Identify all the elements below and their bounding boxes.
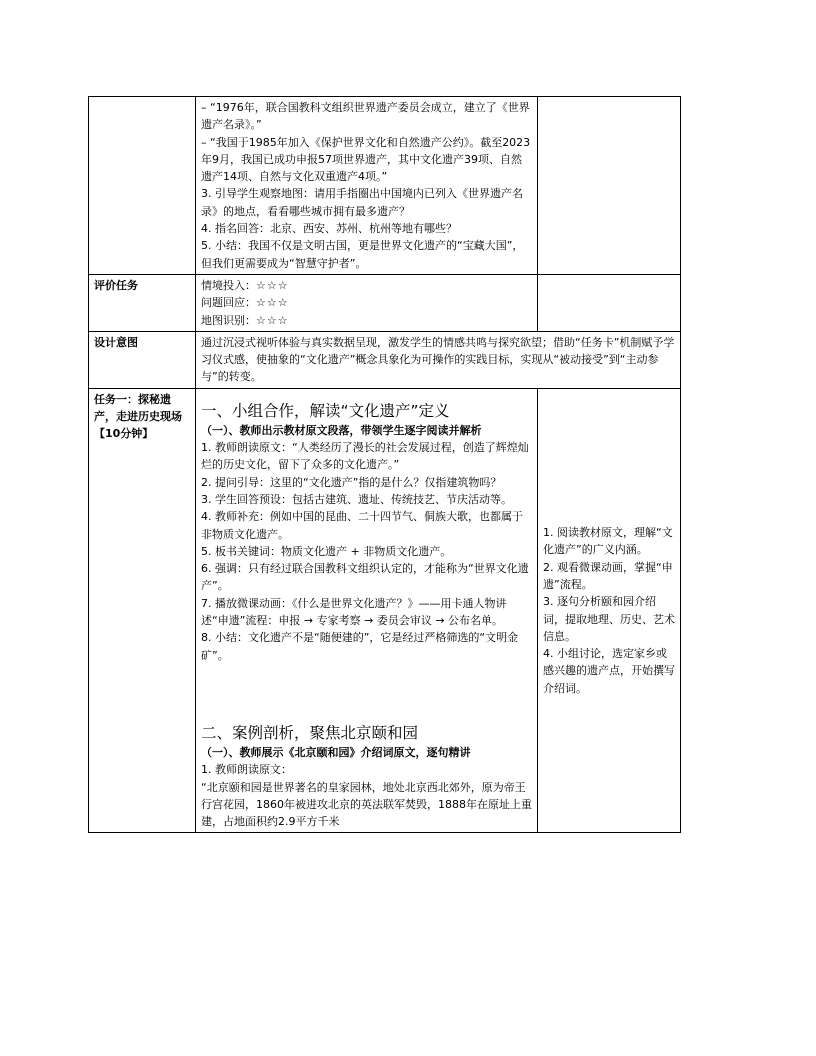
star-rating: ☆☆☆ xyxy=(256,278,289,292)
activity-line: 3. 逐句分析颐和园介绍词，提取地理、历史、艺术信息。 xyxy=(543,595,675,643)
section1-line: 5. 板书关键词：物质文化遗产 + 非物质文化遗产。 xyxy=(201,544,452,558)
section1-title: 一、小组合作，解读“文化遗产”定义 xyxy=(201,401,450,420)
task1-content-cell xyxy=(196,388,538,833)
process-line: 4. 指名回答：北京、西安、苏州、杭州等地有哪些？ xyxy=(201,222,457,236)
section1-line: 1. 教师朗读原文：“人类经历了漫长的社会发展过程，创造了辉煌灿烂的历史文化，留下了众多的文化遗产。” xyxy=(201,441,529,472)
section2-title: 二、案例剖析，聚焦北京颐和园 xyxy=(201,723,419,742)
evaluation-content-cell xyxy=(196,274,538,331)
section1-line: 8. 小结：文化遗产不是“随便建的”，它是经过严格筛选的“文明金矿”。 xyxy=(201,631,519,662)
process-label-cell xyxy=(89,97,196,275)
section2-line: 1. 教师朗读原文： xyxy=(201,763,292,777)
process-line: – “1976年，联合国教科文组织世界遗产委员会成立，建立了《世界遗产名录》。” xyxy=(201,101,530,132)
design-label: 设计意图 xyxy=(89,331,196,388)
process-line: 3. 引导学生观察地图：请用手指圈出中国境内已列入《世界遗产名录》的地点，看看哪些城市拥有最多遗产？ xyxy=(201,187,523,218)
task1-activity-cell xyxy=(538,388,681,833)
star-rating: ☆☆☆ xyxy=(256,313,289,327)
activity-line: 4. 小组讨论，选定家乡或感兴趣的遗产点，开始撰写介绍词。 xyxy=(543,647,675,695)
evaluation-label: 评价任务 xyxy=(89,274,196,331)
task1-label: 任务一：探秘遗产，走进历史现场【10分钟】 xyxy=(89,388,196,833)
evaluation-item-name: 情境投入： xyxy=(201,278,256,292)
task1-row xyxy=(89,388,681,833)
section1-line: 3. 学生回答预设：包括古建筑、遗址、传统技艺、节庆活动等。 xyxy=(201,492,512,506)
evaluation-item xyxy=(201,312,532,329)
section1-line: 2. 提问引导：这里的“文化遗产”指的是什么？仅指建筑物吗？ xyxy=(201,475,502,489)
evaluation-row xyxy=(89,274,681,331)
section2-subtitle: （一）、教师展示《北京颐和园》介绍词原文，逐句精讲 xyxy=(201,745,471,759)
section1-line: 7. 播放微课动画：《什么是世界文化遗产？》——用卡通人物讲述“申遗”流程：申报 → 专家考察 → 委员会审议 → 公布名单。 xyxy=(201,596,507,628)
section1-subtitle: （一）、教师出示教材原文段落，带领学生逐字阅读并解析 xyxy=(201,423,482,437)
process-row xyxy=(89,97,681,275)
evaluation-item xyxy=(201,277,532,294)
section1-line: 4. 教师补充：例如中国的昆曲、二十四节气、侗族大歌，也都属于非物质文化遗产。 xyxy=(201,510,523,541)
design-content-cell xyxy=(196,331,681,388)
activity-line: 1. 阅读教材原文，理解“文化遗产”的广义内涵。 xyxy=(543,526,673,557)
star-rating: ☆☆☆ xyxy=(256,296,289,310)
section1-line: 6. 强调：只有经过联合国教科文组织认定的，才能称为“世界文化遗产”。 xyxy=(201,562,529,593)
process-activity-cell xyxy=(538,97,681,275)
design-row xyxy=(89,331,681,388)
activity-line: 2. 观看微课动画，掌握“申遗”流程。 xyxy=(543,560,673,591)
evaluation-activity-cell xyxy=(538,274,681,331)
process-line: 5. 小结：我国不仅是文明古国，更是世界文化遗产的“宝藏大国”，但我们更需要成为“智慧守护者”。 xyxy=(201,239,524,270)
process-content-cell xyxy=(196,97,538,275)
design-text: 通过沉浸式视听体验与真实数据呈现，激发学生的情感共鸣与探究欲望；借助“任务卡”机制赋予学习仪式感，使抽象的“文化遗产”概念具象化为可操作的实践目标，实现从“被动接受”到“主动参与”的转变。 xyxy=(201,335,675,384)
evaluation-item xyxy=(201,294,532,311)
process-line: – “我国于1985年加入《保护世界文化和自然遗产公约》。截至2023年9月，我国已成功申报57项世界遗产，其中文化遗产39项、自然遗产14项、自然与文化双重遗产4项。” xyxy=(201,135,531,184)
section2-line: “北京颐和园是世界著名的皇家园林，地处北京西北郊外，原为帝王行宫花园，1860年被进攻北京的英法联军焚毁，1888年在原址上重建，占地面积约2.9平方千米 xyxy=(201,780,532,829)
lesson-plan-table xyxy=(88,96,681,833)
evaluation-item-name: 问题回应： xyxy=(201,296,256,310)
spacer xyxy=(201,664,532,713)
evaluation-item-name: 地图识别： xyxy=(201,313,256,327)
